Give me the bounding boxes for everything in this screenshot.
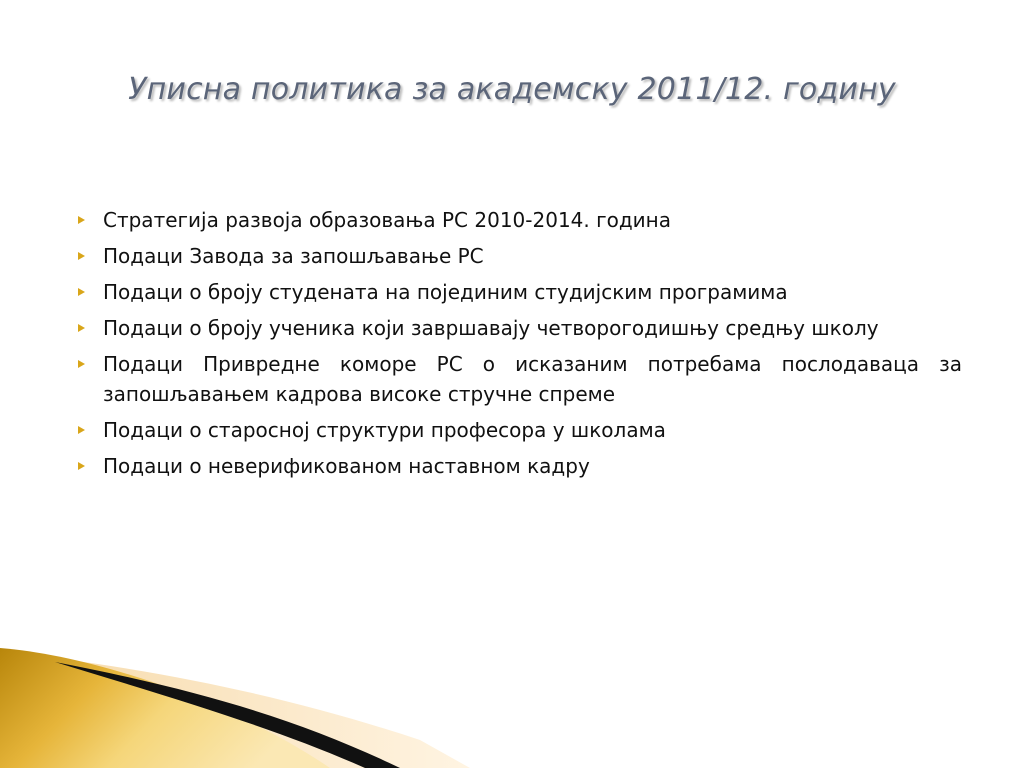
slide-title: Уписна политика за академску 2011/12. годину <box>128 72 896 107</box>
bullet-text: Подаци Привредне коморе РС о исказаним потребама послодаваца за запошљавањем кадрова високе стручне спреме <box>103 352 962 406</box>
bullet-text: Стратегија развоја образовања РС 2010-2014. година <box>103 208 672 232</box>
bullet-text: Подаци о броју студената на појединим студијским програмима <box>103 280 788 304</box>
bullet-text: Подаци о броју ученика који завршавају четворогодишњу средњу школу <box>103 316 879 340</box>
bullet-text: Подаци о неверификованом наставном кадру <box>103 454 590 478</box>
bullet-text: Подаци о старосној структури професора у школама <box>103 418 666 442</box>
bullet-text: Подаци Завода за запошљавање РС <box>103 244 484 268</box>
